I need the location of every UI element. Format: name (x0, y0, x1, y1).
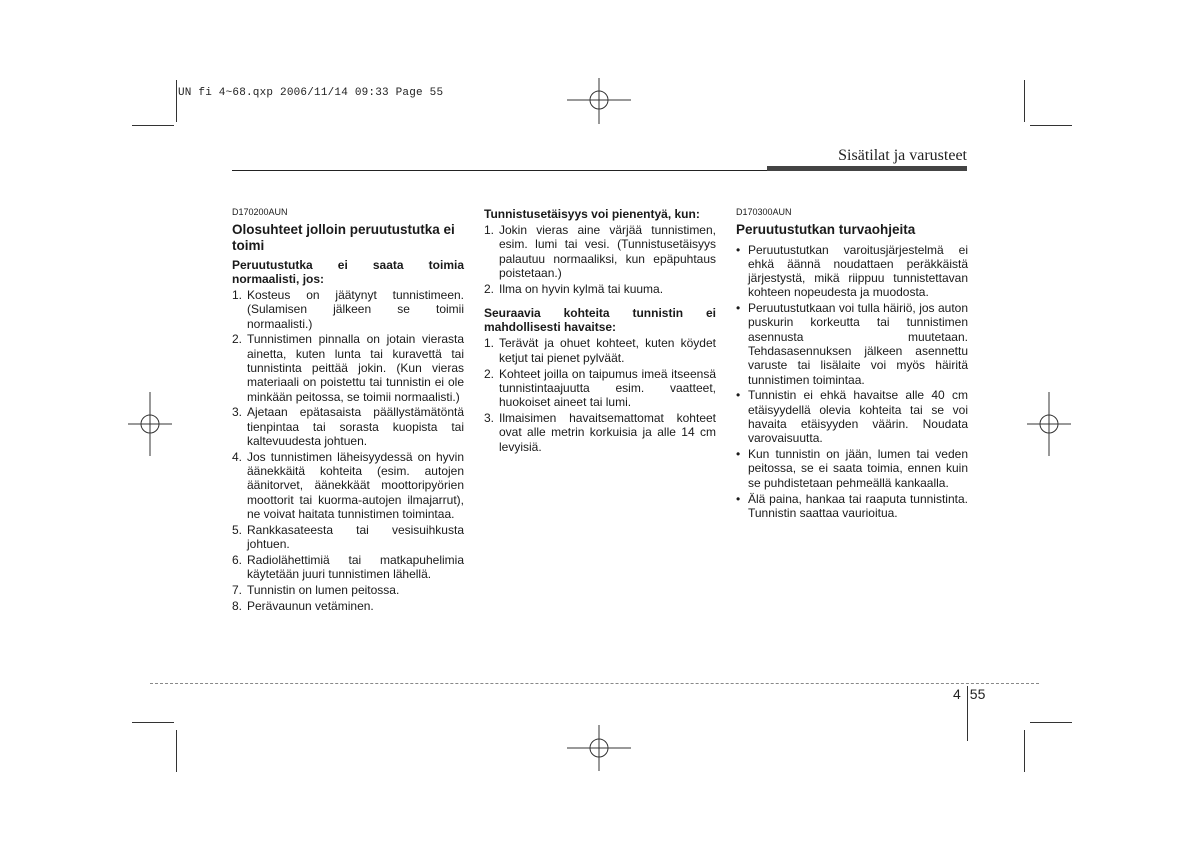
list-item: • Peruutustutkaan voi tulla häiriö, jos auton puskurin korkeutta tai tunnistimen asennusta muutetaan. Tehdasasennuksen jälkeen asennettu varuste tai lisälaite voi myös häiritä tunnistimen toimintaa. (736, 301, 968, 387)
column-1 (232, 207, 464, 615)
list-item: 5. Rankkasateesta tai vesisuihkusta johtuen. (232, 522, 464, 552)
chapter-number: 4 (953, 686, 961, 702)
list-item: 1. Jokin vieras aine värjää tunnistimen, esim. lumi tai vesi. (Tunnistusetäisyys palautuu normaaliksi, kun epäpuhtaus poistetaan.) (484, 223, 716, 280)
list-item: • Älä paina, hankaa tai raaputa tunnistinta. Tunnistin saattaa vaurioitua. (736, 491, 968, 520)
list-item: • Kun tunnistin on jään, lumen tai veden peitossa, se ei saata toimia, ennen kuin se puhdistetaan pehmeällä kankaalla. (736, 447, 968, 490)
numbered-list (484, 336, 716, 453)
footer-rule (150, 683, 1039, 684)
registration-target-top (567, 78, 631, 124)
bullet-icon: • (736, 491, 741, 506)
page-number-divider (967, 686, 968, 741)
list-item: 3. Ilmaisimen havaitsemattomat kohteet ovat alle metrin korkuisia ja alle 14 cm levyisiä. (484, 410, 716, 454)
bullet-icon: • (736, 301, 741, 316)
list-item: 1. Kosteus on jäätynyt tunnistimeen. (Sulamisen jälkeen se toimii normaalisti.) (232, 288, 464, 331)
list-item: • Tunnistin ei ehkä havaitse alle 40 cm etäisyydellä olevia kohteita tai se voi havaita etäisyyden väärin. Noudata varovaisuutta. (736, 388, 968, 446)
list-item: 7. Tunnistin on lumen peitossa. (232, 582, 400, 597)
numbered-list (484, 223, 716, 296)
header-accent-bar (767, 166, 967, 171)
section-code: D170300AUN (736, 207, 792, 217)
bullet-icon: • (736, 447, 741, 462)
list-item: 2. Ilma on hyvin kylmä tai kuuma. (484, 281, 664, 296)
bullet-icon: • (736, 388, 741, 403)
section-code: D170200AUN (232, 207, 288, 217)
registration-target-right (1027, 392, 1071, 456)
list-item: 3. Ajetaan epätasaista päällystämätöntä tienpintaa tai sorasta kuopista tai kaltevuudesta johtuen. (232, 405, 464, 448)
registration-target-left (128, 392, 172, 456)
list-item: 2. Tunnistimen pinnalla on jotain vierasta ainetta, kuten lunta tai kuravettä tai tunnistinta peittää jokin. (Kun vieras materiaali on poistettu tai tunnistin ei ole minkään peitossa, se toimii normaalisti.) (232, 332, 464, 404)
list-item: 8. Perävaunun vetäminen. (232, 598, 374, 613)
registration-target-bottom (567, 725, 631, 771)
bullet-list (736, 243, 968, 521)
subheading: Peruutustutka ei saata toimia normaalisti, jos: (232, 258, 464, 286)
subheading: Tunnistusetäisyys voi pienentyä, kun: (484, 207, 700, 221)
print-slug: UN fi 4~68.qxp 2006/11/14 09:33 Page 55 (178, 87, 444, 99)
list-item: 4. Jos tunnistimen läheisyydessä on hyvin äänekkäitä kohteita (esim. autojen äänitorvet, äänekkäät moottoripyörien moottorit tai kuorma-autojen ilmajarrut), ne voivat haitata tunnistimen toimintaa. (232, 449, 464, 521)
section-heading: Olosuhteet jolloin peruutustutka ei toimi (232, 222, 455, 253)
page-number (953, 686, 985, 702)
numbered-list (232, 288, 464, 613)
page-number-value: 55 (969, 686, 986, 702)
subheading: Seuraavia kohteita tunnistin ei mahdollisesti havaitse: (484, 306, 716, 335)
column-2 (484, 207, 716, 455)
list-item: 2. Kohteet joilla on taipumus imeä itseensä tunnistintaajuutta esim. vaatteet, huokoiset aineet tai lumi. (484, 366, 716, 410)
section-heading: Peruutustutkan turvaohjeita (736, 222, 916, 237)
list-item: 6. Radiolähettimiä tai matkapuhelimia käytetään juuri tunnistimen lähellä. (232, 552, 464, 582)
list-item: • Peruutustutkan varoitusjärjestelmä ei ehkä äännä noudattaen peräkkäistä järjestystä, mikä riippuu tunnistettavan kohteen nopeudesta ja muodosta. (736, 242, 968, 300)
bullet-icon: • (736, 242, 741, 257)
column-3 (736, 207, 968, 522)
section-title: Sisätilat ja varusteet (838, 147, 967, 164)
list-item: 1. Terävät ja ohuet kohteet, kuten köydet ketjut tai pienet pylväät. (484, 336, 716, 365)
